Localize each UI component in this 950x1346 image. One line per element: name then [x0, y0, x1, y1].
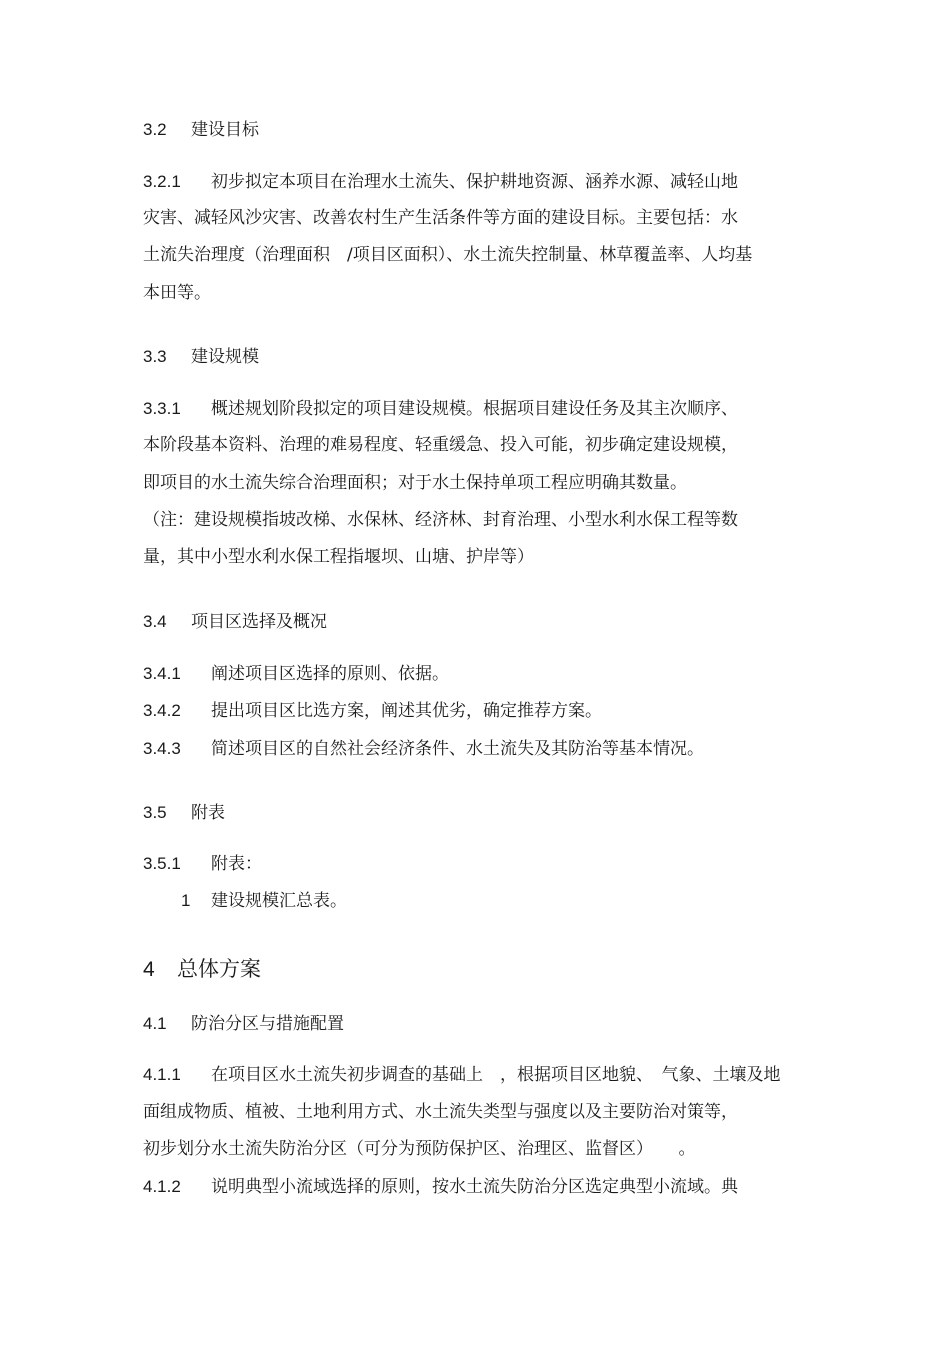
section-number: 3.4.2 — [143, 701, 181, 720]
para-3-3-1-line-4: （注：建设规模指坡改梯、水保林、经济林、封育治理、小型水利水保工程等数 — [143, 510, 738, 530]
section-number: 4.1.1 — [143, 1065, 181, 1084]
paragraph-text: 附表： — [211, 854, 262, 874]
chapter-title: 总体方案 — [177, 957, 261, 981]
section-title: 附表 — [191, 803, 225, 823]
section-number: 3.2 — [143, 120, 167, 139]
para-4-1-1-line-1 — [143, 1064, 781, 1086]
para-3-2-1-line-1 — [143, 171, 738, 193]
paragraph-text: 简述项目区的自然社会经济条件、水土流失及其防治等基本情况。 — [211, 739, 704, 759]
section-title: 防治分区与措施配置 — [191, 1014, 344, 1034]
para-4-1-1-line-3: 初步划分水土流失防治分区（可分为预防保护区、治理区、监督区） 。 — [143, 1139, 696, 1159]
section-number: 3.4.1 — [143, 664, 181, 683]
list-item-text: 建设规模汇总表。 — [211, 891, 347, 911]
para-3-4-1 — [143, 663, 449, 685]
paragraph-text: 说明典型小流域选择的原则，按水土流失防治分区选定典型小流域。典 — [211, 1177, 738, 1197]
section-number: 3.4.3 — [143, 739, 181, 758]
heading-3-2 — [143, 119, 259, 141]
paragraph-text: 在项目区水土流失初步调查的基础上 ，根据项目区地貌、 气象、土壤及地 — [211, 1065, 781, 1085]
section-number: 4.1.2 — [143, 1177, 181, 1196]
section-number: 3.2.1 — [143, 172, 181, 191]
para-3-2-1-line-4: 本田等。 — [143, 283, 211, 303]
para-3-2-1-line-2: 灾害、减轻风沙灾害、改善农村生产生活条件等方面的建设目标。主要包括：水 — [143, 208, 738, 228]
para-3-3-1-line-1 — [143, 398, 738, 420]
section-number: 3.3 — [143, 347, 167, 366]
section-title: 建设规模 — [191, 347, 259, 367]
para-3-4-2 — [143, 700, 602, 722]
section-title: 项目区选择及概况 — [191, 612, 327, 632]
para-3-3-1-line-3: 即项目的水土流失综合治理面积；对于水土保持单项工程应明确其数量。 — [143, 473, 687, 493]
heading-4-1 — [143, 1013, 344, 1035]
para-4-1-2-line-1 — [143, 1176, 738, 1198]
chapter-4-heading — [143, 956, 261, 982]
heading-3-3 — [143, 346, 259, 368]
para-3-4-3 — [143, 738, 704, 760]
section-title: 建设目标 — [191, 120, 259, 140]
heading-3-4 — [143, 611, 327, 633]
paragraph-text: 提出项目区比选方案，阐述其优劣，确定推荐方案。 — [211, 701, 602, 721]
para-3-5-1 — [143, 853, 262, 875]
para-3-3-1-line-2: 本阶段基本资料、治理的难易程度、轻重缓急、投入可能，初步确定建设规模， — [143, 435, 738, 455]
para-3-2-1-line-3: 土流失治理度（治理面积 /项目区面积）、水土流失控制量、林草覆盖率、人均基 — [143, 245, 753, 265]
para-3-3-1-line-5: 量，其中小型水利水保工程指堰坝、山塘、护岸等） — [143, 547, 534, 567]
paragraph-text: 概述规划阶段拟定的项目建设规模。根据项目建设任务及其主次顺序、 — [211, 399, 738, 419]
section-number: 4.1 — [143, 1014, 167, 1033]
section-number: 3.4 — [143, 612, 167, 631]
section-number: 3.3.1 — [143, 399, 181, 418]
list-item-1 — [181, 890, 347, 912]
paragraph-text: 初步拟定本项目在治理水土流失、保护耕地资源、涵养水源、减轻山地 — [211, 172, 738, 192]
section-number: 3.5.1 — [143, 854, 181, 873]
chapter-number: 4 — [143, 958, 155, 981]
section-number: 3.5 — [143, 803, 167, 822]
heading-3-5 — [143, 802, 225, 824]
paragraph-text: 阐述项目区选择的原则、依据。 — [211, 664, 449, 684]
list-number: 1 — [181, 891, 191, 910]
para-4-1-1-line-2: 面组成物质、植被、土地利用方式、水土流失类型与强度以及主要防治对策等， — [143, 1102, 738, 1122]
